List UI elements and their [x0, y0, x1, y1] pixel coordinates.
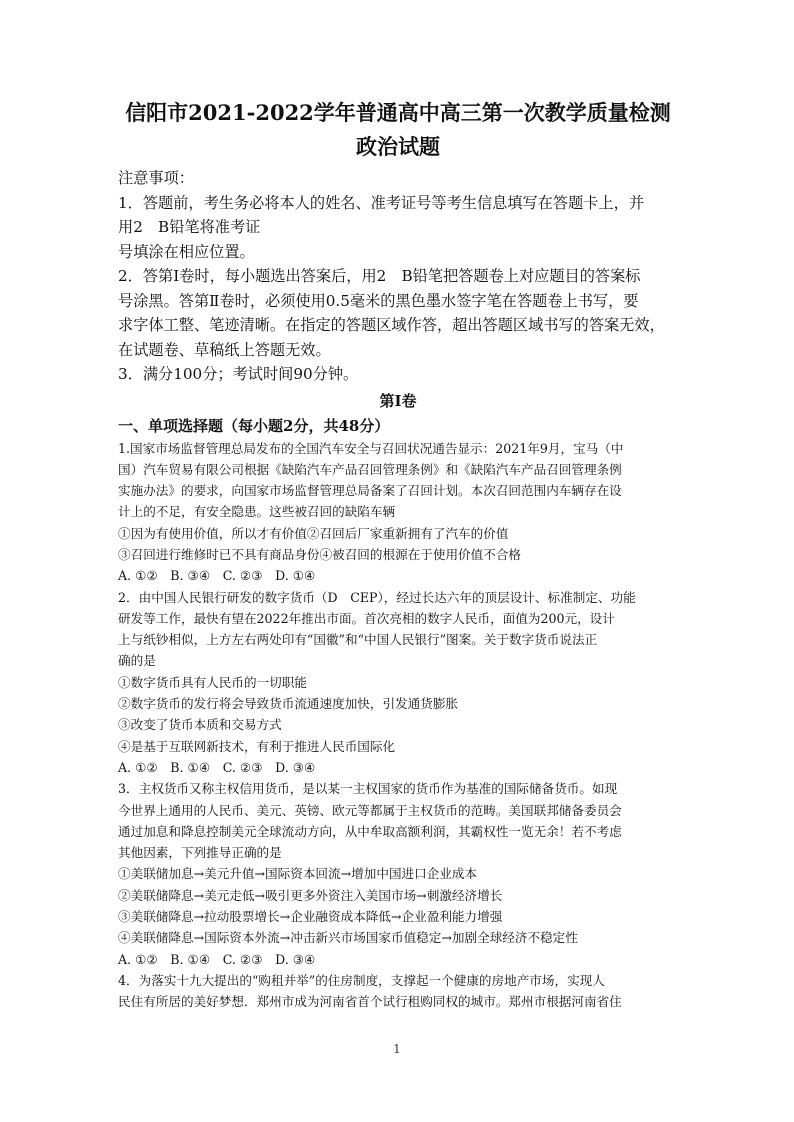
question-option-line: ③召回进行维修时已不具有商品身份④被召回的根源在于使用价值不合格 — [118, 546, 521, 562]
question-line: 3．主权货币又称主权信用货币，是以某一主权国家的货币作为基准的国际储备货币。如现 — [118, 781, 618, 797]
question-line: 确的是 — [118, 653, 156, 669]
part-heading: 一、单项选择题（每小题2分，共48分） — [118, 416, 390, 435]
notes-line: 在试题卷、草稿纸上答题无效。 — [118, 340, 331, 359]
title-line-1: 信阳市2021-2022学年普通高中高三第一次教学质量检测 — [125, 100, 671, 125]
question-3 — [118, 778, 678, 970]
question-option-line: ②数字货币的发行将会导致货币流通速度加快，引发通货膨胀 — [118, 696, 459, 712]
notes-line: 2．答第Ⅰ卷时，每小题选出答案后，用2 B铅笔把答题卷上对应题目的答案标 — [118, 267, 641, 285]
notes-heading: 注意事项： — [118, 169, 194, 187]
question-line: 4．为落实十九大提出的“购租并举”的住房制度，支撑起一个健康的房地产市场，实现人 — [118, 972, 605, 988]
page-number: 1 — [393, 1042, 401, 1056]
question-line: 实施办法》的要求，向国家市场监督管理总局备案了召回计划。本次召回范围内车辆存在设 — [118, 483, 622, 499]
question-option-line: ③改变了货币本质和交易方式 — [118, 717, 282, 733]
question-line: 计上的不足，有安全隐患。这些被召回的缺陷车辆 — [118, 504, 396, 520]
notes-line: 号涂黑。答第Ⅱ卷时，必须使用0.5毫米的黑色墨水签字笔在答题卷上书写，要 — [118, 291, 639, 310]
question-line: 1.国家市场监督管理总局发布的全国汽车安全与召回状况通告显示：2021年9月，宝马（中 — [118, 440, 624, 456]
question-choices: A. ①② B. ③④ C. ②③ D. ①④ — [118, 568, 316, 584]
question-option-line: ①数字货币具有人民币的一切职能 — [118, 674, 307, 690]
notes-line: 1．答题前，考生务必将本人的姓名、准考证号等考生信息填写在答题卡上，并 — [118, 193, 645, 212]
page-content — [118, 96, 678, 1013]
question-option-line: ④美联储降息→国际资本外流→冲击新兴市场国家币值稳定→加剧全球经济不稳定性 — [118, 930, 578, 946]
question-line: 民住有所居的美好梦想．郑州市成为河南省首个试行租购同权的城市。郑州市根据河南省住 — [118, 994, 622, 1010]
notes-line: 求字体工整、笔迹清晰。在指定的答题区域作答，超出答题区域书写的答案无效， — [118, 316, 665, 334]
notes-line: 3．满分100分；考试时间90分钟。 — [118, 365, 359, 383]
notes-line: 用2 B铅笔将准考证 — [118, 218, 261, 236]
question-line: 通过加息和降息控制美元全球流动方向，从中牟取高额利润，其霸权性一览无余！若不考虑 — [118, 823, 622, 839]
volume-heading: 第Ⅰ卷 — [379, 391, 417, 410]
question-option-line: ④是基于互联网新技术，有利于推进人民币国际化 — [118, 738, 396, 754]
question-option-line: ③美联储降息→拉动股票增长→企业融资成本降低→企业盈利能力增强 — [118, 909, 503, 925]
question-line: 2．由中国人民银行研发的数字货币（D CEP），经过长达六年的顶层设计、标准制定、功能 — [118, 589, 636, 605]
exam-title — [118, 96, 678, 164]
notes-section — [118, 166, 678, 387]
question-option-line: ①因为有使用价值，所以才有价值②召回后厂家重新拥有了汽车的价值 — [118, 525, 509, 541]
question-choices: A. ①② B. ①④ C. ②③ D. ③④ — [118, 759, 316, 775]
notes-line: 号填涂在相应位置。 — [118, 242, 255, 261]
question-1 — [118, 438, 678, 587]
question-option-line: ①美联储加息→美元升值→国际资本回流→增加中国进口企业成本 — [118, 866, 478, 882]
question-2 — [118, 587, 678, 779]
question-line: 今世界上通用的人民币、美元、英镑、欧元等都属于主权货币的范畴。美国联邦储备委员会 — [118, 802, 622, 818]
question-4 — [118, 970, 678, 1013]
question-choices: A. ①② B. ①④ C. ②③ D. ③④ — [118, 951, 316, 967]
question-line: 其他因素，下列推导正确的是 — [118, 845, 282, 861]
question-line: 研发等工作，最快有望在2022年推出市面。首次亮相的数字人民币，面值为200元，设计 — [118, 610, 615, 626]
question-line: 国）汽车贸易有限公司根据《缺陷汽车产品召回管理条例》和《缺陷汽车产品召回管理条例 — [118, 461, 622, 477]
title-line-2: 政治试题 — [356, 134, 440, 159]
question-option-line: ②美联储降息→美元走低→吸引更多外资注入美国市场→刺激经济增长 — [118, 887, 503, 903]
question-line: 上与纸钞相似，上方左右两处印有“国徽”和“中国人民银行”图案。关于数字货币说法正 — [118, 632, 598, 648]
